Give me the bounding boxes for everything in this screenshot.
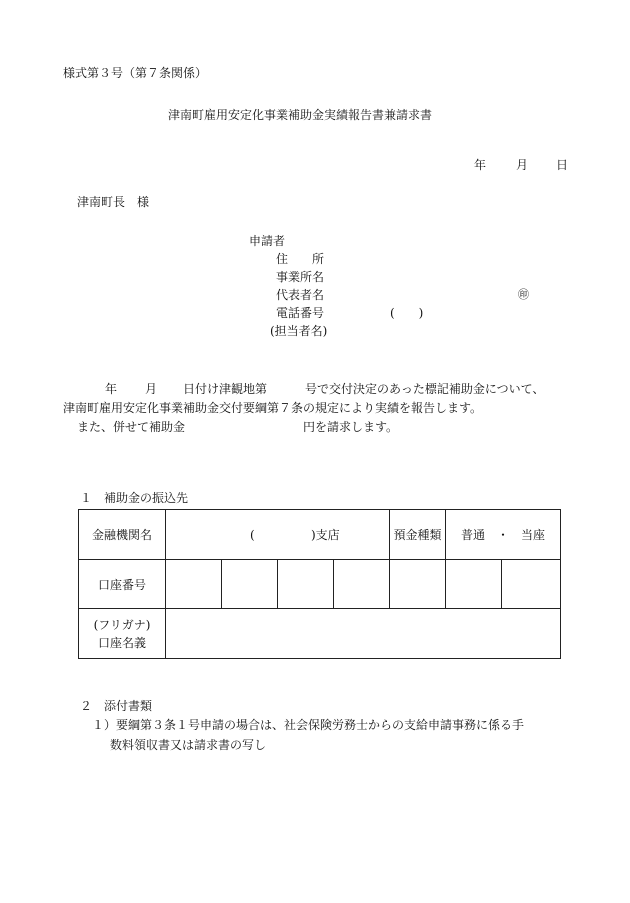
date-day-label: 日 bbox=[556, 158, 569, 172]
section1-heading: １ 補助金の振込先 bbox=[80, 491, 189, 505]
body-day-text: 日付け津観地第 bbox=[183, 382, 268, 396]
deposit-type-options[interactable]: 普通 ・ 当座 bbox=[446, 510, 561, 560]
representative-label: 代表者名 bbox=[276, 288, 325, 302]
branch-open-paren: ( bbox=[250, 528, 255, 542]
document-title: 津南町雇用安定化事業補助金実績報告書兼請求書 bbox=[168, 108, 433, 122]
seal-mark: ㊞ bbox=[518, 288, 529, 301]
kana-label: (フリガナ) bbox=[93, 617, 151, 632]
account-digit-cell[interactable] bbox=[166, 560, 222, 609]
date-month-label: 月 bbox=[516, 158, 529, 172]
contact-person-label: (担当者名) bbox=[270, 324, 328, 338]
bank-name-row bbox=[79, 510, 561, 560]
addressee: 津南町長 様 bbox=[77, 195, 150, 209]
body-line-2: 津南町雇用安定化事業補助金交付要綱第７条の規定により実績を報告します。 bbox=[63, 401, 483, 415]
body-number-text: 号で交付決定のあった標記補助金について、 bbox=[305, 382, 545, 396]
account-digit-cell[interactable] bbox=[222, 560, 278, 609]
body-line-3b: 円を請求します。 bbox=[303, 420, 399, 434]
bank-name-field[interactable] bbox=[166, 510, 390, 560]
account-digit-cell[interactable] bbox=[502, 560, 561, 609]
body-year: 年 bbox=[105, 382, 118, 396]
deposit-type-label: 預金種類 bbox=[390, 510, 446, 560]
account-number-row bbox=[79, 560, 561, 609]
account-digit-cell[interactable] bbox=[334, 560, 390, 609]
body-month: 月 bbox=[145, 382, 158, 396]
phone-parens: ( ) bbox=[390, 306, 424, 320]
account-name-row bbox=[79, 609, 561, 659]
account-name-label-cell bbox=[79, 609, 166, 659]
section2-heading: ２ 添付書類 bbox=[80, 699, 153, 713]
account-name-field[interactable] bbox=[166, 609, 561, 659]
date-year-label: 年 bbox=[474, 158, 487, 172]
phone-label: 電話番号 bbox=[276, 306, 325, 320]
attachment-item-1-line2: 数料領収書又は請求書の写し bbox=[110, 738, 267, 752]
bank-transfer-table bbox=[78, 509, 561, 659]
office-name-label: 事業所名 bbox=[276, 270, 325, 284]
body-line-3a: また、併せて補助金 bbox=[77, 420, 186, 434]
form-number: 様式第３号（第７条関係） bbox=[63, 66, 208, 80]
attachment-item-1-line1: １）要綱第３条１号申請の場合は、社会保険労務士からの支給申請事務に係る手 bbox=[92, 718, 525, 732]
account-name-label: 口座名義 bbox=[97, 635, 146, 650]
address-label: 住 所 bbox=[276, 252, 325, 266]
bank-name-label: 金融機関名 bbox=[79, 510, 166, 560]
account-digit-cell[interactable] bbox=[446, 560, 502, 609]
account-digit-cell[interactable] bbox=[390, 560, 446, 609]
account-digit-cell[interactable] bbox=[278, 560, 334, 609]
applicant-heading: 申請者 bbox=[249, 234, 286, 248]
branch-suffix: )支店 bbox=[311, 528, 340, 542]
account-number-label: 口座番号 bbox=[79, 560, 166, 609]
